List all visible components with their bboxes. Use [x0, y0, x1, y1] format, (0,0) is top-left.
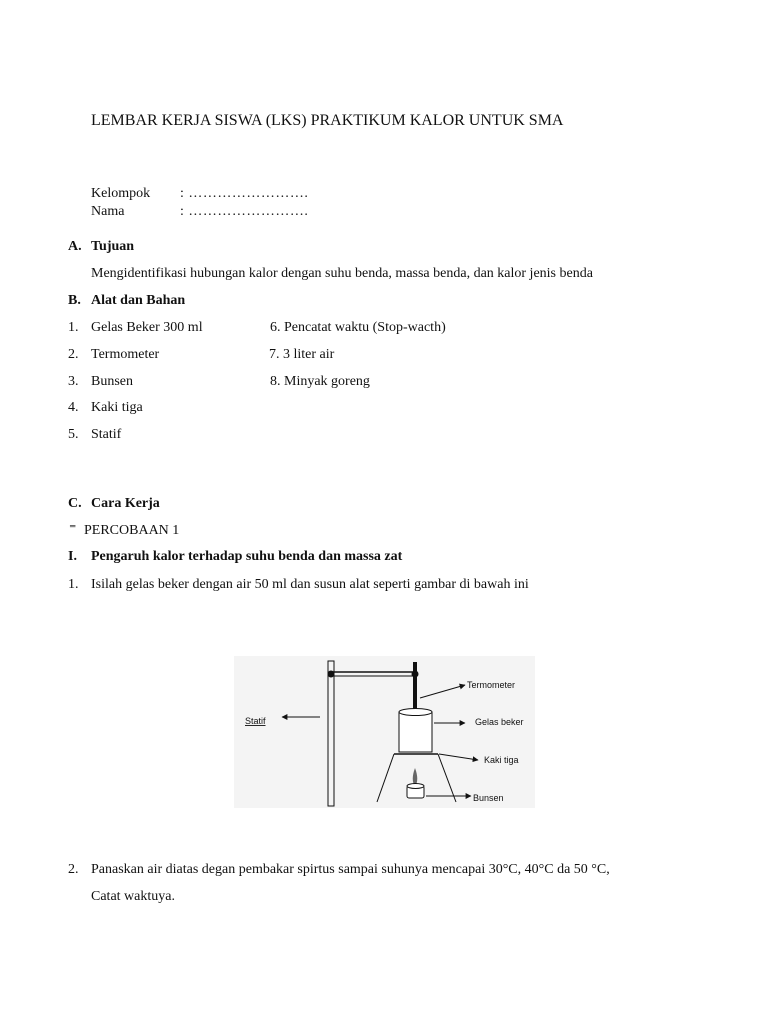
list-item-number: 4.: [68, 400, 79, 415]
subsection-marker: I.: [68, 549, 77, 564]
clamp-knob-left: [328, 671, 335, 678]
section-a-marker: A.: [68, 239, 82, 254]
kaki-tiga-leg: [377, 754, 394, 802]
list-item: Gelas Beker 300 ml: [91, 320, 203, 335]
nama-value: : …………………….: [180, 204, 309, 219]
label-statif: Statif: [245, 716, 266, 726]
section-c-heading: Cara Kerja: [91, 496, 160, 511]
step-number: 1.: [68, 577, 79, 592]
bullet-icon: ⁼: [69, 522, 77, 537]
list-item: Termometer: [91, 347, 160, 362]
label-kaki-tiga: Kaki tiga: [484, 755, 519, 765]
step-text: Panaskan air diatas degan pembakar spirtus sampai suhunya mencapai 30°C, 40°C da 50 °C,: [91, 862, 610, 877]
label-gelas-beker: Gelas beker: [475, 717, 524, 727]
percobaan-label: PERCOBAAN 1: [84, 523, 180, 538]
page-title: LEMBAR KERJA SISWA (LKS) PRAKTIKUM KALOR UNTUK SMA: [91, 112, 564, 129]
statif-pole: [328, 661, 334, 806]
section-b-heading: Alat dan Bahan: [91, 293, 186, 308]
list-item-number: 5.: [68, 427, 79, 442]
list-item: Statif: [91, 427, 122, 442]
list-item: Kaki tiga: [91, 400, 143, 415]
label-termometer: Termometer: [467, 680, 516, 690]
list-item-number: 3.: [68, 374, 79, 389]
list-item: 6. Pencatat waktu (Stop-wacth): [270, 320, 446, 335]
section-a-heading: Tujuan: [91, 239, 135, 254]
label-bunsen: Bunsen: [473, 793, 504, 803]
step-text-continuation: Catat waktuya.: [91, 889, 175, 904]
kaki-tiga-leg: [438, 754, 456, 802]
list-item-number: 2.: [68, 347, 79, 362]
apparatus-figure: [234, 656, 535, 808]
kelompok-value: : …………………….: [180, 186, 309, 201]
list-item: 8. Minyak goreng: [270, 374, 370, 389]
kaki-tiga-arrow: [439, 754, 478, 760]
list-item-number: 1.: [68, 320, 79, 335]
gelas-beker-rim: [399, 709, 432, 716]
subsection-heading: Pengaruh kalor terhadap suhu benda dan massa zat: [91, 549, 403, 564]
section-c-marker: C.: [68, 496, 82, 511]
section-a-text: Mengidentifikasi hubungan kalor dengan suhu benda, massa benda, dan kalor jenis benda: [91, 266, 593, 281]
kelompok-label: Kelompok: [91, 186, 151, 201]
list-item: 7. 3 liter air: [269, 347, 335, 362]
list-item: Bunsen: [91, 374, 133, 389]
step-number: 2.: [68, 862, 79, 877]
bunsen-top: [407, 784, 424, 789]
step-text: Isilah gelas beker dengan air 50 ml dan susun alat seperti gambar di bawah ini: [91, 577, 529, 592]
nama-label: Nama: [91, 204, 125, 219]
section-b-marker: B.: [68, 293, 81, 308]
gelas-beker: [399, 712, 432, 752]
termometer-arrow: [420, 685, 465, 698]
